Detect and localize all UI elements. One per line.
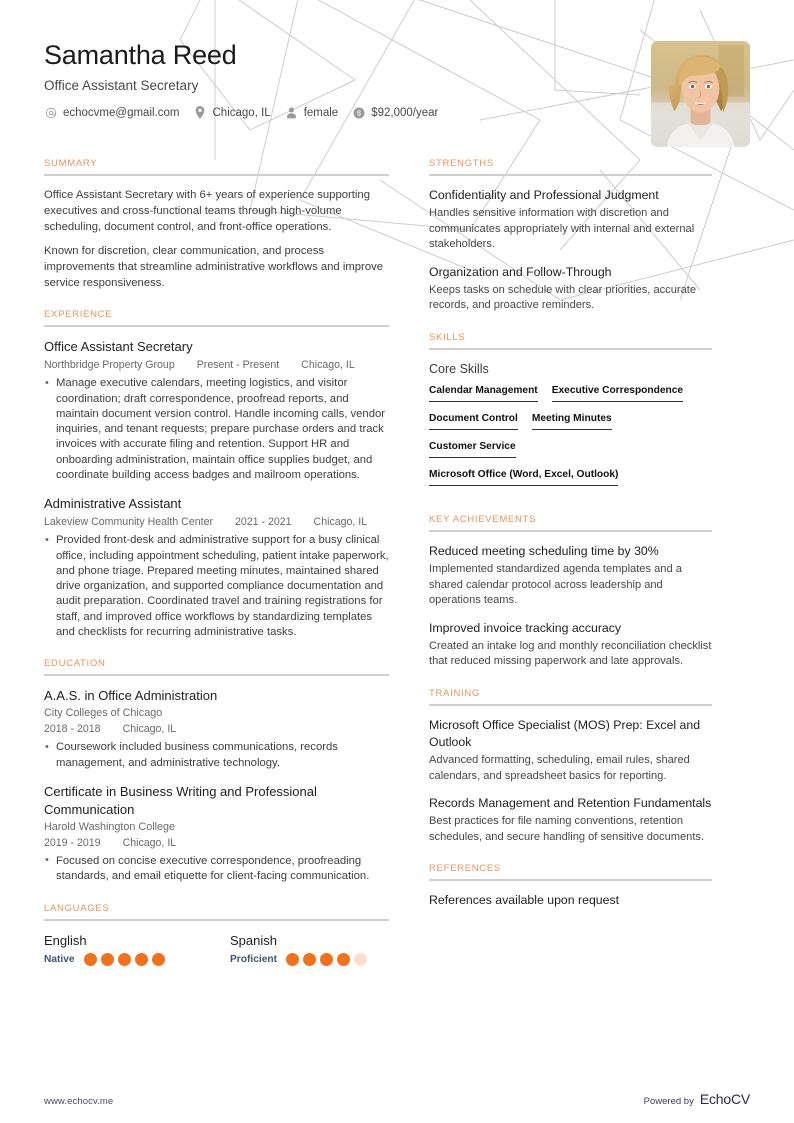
experience-role: Administrative Assistant — [44, 496, 182, 512]
divider — [44, 174, 389, 176]
strength-item — [429, 264, 712, 314]
education-dates: 2019 - 2019 — [44, 836, 101, 849]
experience-entry — [44, 338, 389, 483]
language-name: English — [44, 932, 87, 948]
strength-body: Keeps tasks on schedule with clear priorities, accurate records, and proactive reminders. — [429, 283, 696, 312]
education-dates: 2018 - 2018 — [44, 723, 101, 736]
divider — [429, 174, 712, 176]
training-body: Best practices for file naming conventions, retention schedules, and secure handling of sensitive documents. — [429, 815, 705, 843]
contact-row — [44, 106, 750, 119]
divider — [429, 879, 712, 881]
achievement-item — [429, 543, 712, 609]
avatar — [651, 41, 750, 147]
education-meta — [44, 836, 389, 851]
contact-email — [44, 106, 180, 119]
language-level: Proficient — [230, 953, 277, 965]
language-name: Spanish — [230, 932, 277, 948]
strength-head: Organization and Follow-Through — [429, 264, 612, 279]
language-item — [44, 932, 230, 966]
rating-dot-filled — [337, 953, 350, 966]
education-bullets — [44, 740, 389, 771]
strength-head: Confidentiality and Professional Judgment — [429, 188, 659, 202]
experience-org: Northbridge Property Group — [44, 359, 175, 372]
powered-by-label: Powered by — [643, 1096, 694, 1107]
section-title-references: REFERENCES — [429, 863, 501, 875]
columns — [44, 158, 750, 984]
person-icon — [285, 106, 298, 119]
email-icon — [44, 106, 57, 119]
rating-dot-filled — [152, 953, 165, 966]
section-title-strengths: STRENGTHS — [429, 158, 494, 169]
experience-org: Lakeview Community Health Center — [44, 516, 213, 529]
strength-item — [429, 187, 712, 253]
summary-paragraph: Known for discretion, clear communication, and process improvements that streamline administrative workflows and improve service responsiveness. — [44, 244, 384, 290]
language-level: Native — [44, 953, 75, 965]
divider — [429, 348, 712, 350]
skills-group-name: Core Skills — [429, 361, 489, 376]
svg-text:$: $ — [356, 108, 361, 118]
contact-salary — [352, 106, 438, 119]
training-head: Microsoft Office Specialist (MOS) Prep: Excel and Outlook — [429, 717, 701, 749]
experience-bullets — [44, 376, 389, 483]
bullet-item: • Provided front-desk and administrative support for a busy clinical office, including appointment scheduling, patient intake paperwork, and phone triage. Prepared meeting minutes, maintained shared drive organization, and supported compliance documentation and audit preparation. Coordinated travel and training registrations for staff, and improved office workflows by standardizing templates and checklists for recurring administrative tasks. — [44, 533, 389, 640]
brand-logo: EchoCV — [699, 1091, 750, 1107]
rating-dot-filled — [118, 953, 131, 966]
location-pin-icon — [194, 106, 207, 119]
divider — [44, 325, 389, 327]
section-title-key-achievements: KEY ACHIEVEMENTS — [429, 513, 537, 525]
languages-list — [44, 932, 389, 966]
education-location: Chicago, IL — [122, 723, 177, 736]
summary-paragraph: Office Assistant Secretary with 6+ years of experience supporting executives and cross-functional teams through high-volume scheduling, document control, and front-office operations. — [44, 189, 370, 234]
section-experience — [44, 309, 389, 640]
experience-meta — [44, 357, 389, 373]
achievement-body: Created an intake log and monthly reconciliation checklist that reduced missing paperwork and late approvals. — [429, 639, 712, 668]
section-title-experience: EXPERIENCE — [44, 309, 113, 321]
footer-site-url[interactable]: www.echocv.me — [44, 1096, 114, 1107]
contact-location — [194, 106, 271, 119]
rating-dot-filled — [303, 953, 316, 966]
language-rating-dots — [84, 953, 165, 966]
section-training — [429, 688, 712, 845]
section-references — [429, 863, 712, 909]
job-title: Office Assistant Secretary — [44, 78, 199, 93]
bullet-item: • Focused on concise executive correspondence, proofreading standards, and email etiquette for client-facing communication. — [44, 854, 389, 885]
left-column — [44, 158, 429, 984]
rating-dot-empty — [354, 953, 367, 966]
experience-bullets — [44, 533, 389, 640]
rating-dot-filled — [101, 953, 114, 966]
skill-tag: Executive Correspondence — [552, 384, 683, 402]
achievement-head: Improved invoice tracking accuracy — [429, 620, 622, 635]
education-school: City Colleges of Chicago — [44, 707, 163, 720]
achievement-head: Reduced meeting scheduling time by 30% — [429, 543, 659, 558]
divider — [44, 919, 389, 921]
skill-tag: Customer Service — [429, 440, 516, 458]
skill-tag: Microsoft Office (Word, Excel, Outlook) — [429, 468, 618, 486]
section-languages — [44, 903, 389, 966]
section-title-skills: SKILLS — [429, 331, 466, 343]
training-item — [429, 795, 712, 845]
training-head: Records Management and Retention Fundamentals — [429, 796, 712, 811]
footer — [44, 1091, 750, 1107]
education-degree: Certificate in Business Writing and Professional Communication — [44, 783, 317, 817]
salary-icon — [352, 106, 365, 119]
education-degree: A.A.S. in Office Administration — [44, 688, 218, 704]
divider — [429, 530, 712, 532]
section-skills — [429, 332, 712, 496]
section-title-training: TRAINING — [429, 687, 480, 699]
section-title-languages: LANGUAGES — [44, 902, 110, 914]
resume-header — [44, 0, 750, 140]
education-entry — [44, 783, 389, 885]
education-meta — [44, 722, 389, 737]
education-bullets — [44, 854, 389, 885]
education-location: Chicago, IL — [122, 836, 177, 849]
section-title-summary: SUMMARY — [44, 158, 98, 169]
training-item — [429, 717, 712, 784]
language-item — [230, 932, 416, 966]
experience-location: Chicago, IL — [301, 359, 355, 372]
divider — [44, 674, 389, 676]
language-rating-row — [230, 953, 416, 966]
achievement-item — [429, 620, 712, 670]
references-text: References available upon request — [429, 893, 620, 908]
education-entry — [44, 687, 389, 771]
experience-dates: Present - Present — [196, 359, 280, 372]
section-key-achievements — [429, 514, 712, 670]
training-body: Advanced formatting, scheduling, email rules, shared calendars, and spreadsheet basics for reporting. — [429, 753, 690, 782]
rating-dot-filled — [135, 953, 148, 966]
section-summary — [44, 158, 389, 291]
footer-branding — [644, 1091, 750, 1107]
section-strengths — [429, 158, 712, 314]
education-school: Harold Washington College — [44, 820, 176, 833]
rating-dot-filled — [286, 953, 299, 966]
contact-gender-text: female — [303, 106, 339, 119]
bullet-item: • Manage executive calendars, meeting logistics, and visitor coordination; draft correspondence, proofread reports, and maintain document version control. Handle incoming calls, vendor inquiries, and tenant requests; prepare purchase orders and track invoices with accurate filing and retention. Support HR and onboarding administration, maintain office supplies budget, and coordinate building access badges and mailroom operations. — [44, 376, 389, 483]
section-education — [44, 658, 389, 884]
skill-tag: Meeting Minutes — [532, 412, 612, 430]
right-column — [429, 158, 712, 984]
experience-location: Chicago, IL — [313, 516, 368, 529]
page-title: Samantha Reed — [44, 40, 237, 70]
divider — [429, 704, 712, 706]
contact-location-text: Chicago, IL — [212, 106, 271, 119]
experience-meta — [44, 514, 389, 530]
experience-dates: 2021 - 2021 — [234, 516, 292, 529]
achievement-body: Implemented standardized agenda templates and a shared calendar protocol across leadership and operations teams. — [429, 562, 682, 607]
experience-entry — [44, 495, 389, 640]
strength-body: Handles sensitive information with discretion and communicates appropriately with internal and external stakeholders. — [429, 207, 695, 251]
language-rating-row — [44, 953, 230, 966]
skill-tag: Document Control — [429, 412, 518, 430]
bullet-item: • Coursework included business communications, records management, and administrative technology. — [44, 740, 389, 771]
contact-email-text: echocvme@gmail.com — [63, 106, 180, 119]
contact-salary-text: $92,000/year — [371, 106, 439, 119]
rating-dot-filled — [84, 953, 97, 966]
section-title-education: EDUCATION — [44, 658, 106, 670]
language-rating-dots — [286, 953, 367, 966]
skill-tag: Calendar Management — [429, 384, 538, 402]
skill-tag-list — [429, 384, 712, 496]
rating-dot-filled — [320, 953, 333, 966]
contact-gender — [285, 106, 339, 119]
experience-role: Office Assistant Secretary — [44, 339, 193, 355]
